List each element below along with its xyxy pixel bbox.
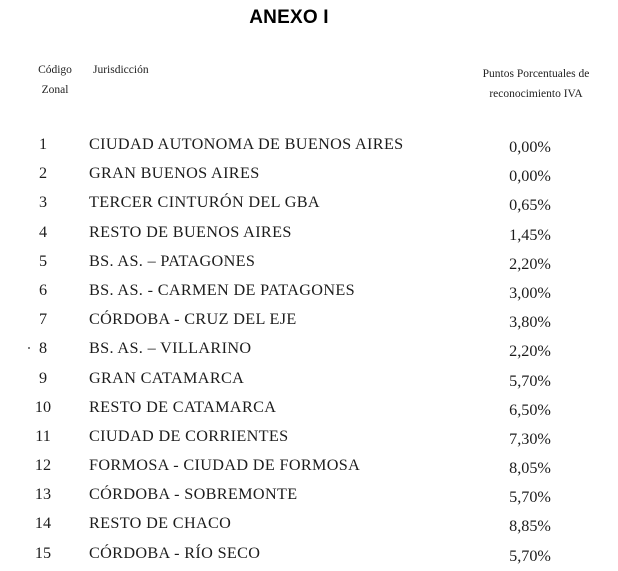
jurisdiction-name: TERCER CINTURÓN DEL GBA (89, 193, 320, 212)
jurisdiction-name: RESTO DE CHACO (89, 514, 232, 533)
table-row (0, 276, 618, 305)
iva-percentage: 0,00% (509, 167, 551, 186)
table-row (0, 305, 618, 334)
jurisdiction-name: CÓRDOBA - SOBREMONTE (89, 485, 298, 504)
zone-code: 15 (34, 543, 52, 562)
zone-code: 6 (38, 280, 48, 299)
zone-code: 4 (38, 222, 48, 241)
scan-speck (28, 347, 30, 349)
column-header-points-line2: reconocimiento IVA (489, 88, 583, 100)
zone-code: 1 (38, 135, 48, 153)
iva-percentage: 3,00% (509, 283, 551, 302)
zone-code: 3 (38, 193, 48, 212)
column-header-jurisdiction: Jurisdicción (93, 64, 149, 76)
zone-code: 5 (38, 251, 48, 270)
zone-code: 13 (34, 485, 52, 504)
column-header-code-line1: Código (38, 64, 72, 76)
zone-code: 8 (38, 339, 48, 358)
column-header-points (466, 64, 606, 104)
zone-code: 10 (34, 397, 52, 416)
zone-code: 11 (35, 426, 51, 445)
jurisdiction-name: CIUDAD DE CORRIENTES (89, 426, 289, 445)
zone-code: 2 (38, 164, 48, 183)
table-row (0, 188, 618, 217)
column-header-code (33, 60, 77, 100)
table-row (0, 218, 618, 247)
jurisdiction-name: CÓRDOBA - RÍO SECO (89, 543, 261, 562)
iva-percentage: 5,70% (509, 371, 551, 390)
zone-code: 7 (38, 310, 48, 329)
column-header-points-line1: Puntos Porcentuales de (482, 68, 590, 80)
iva-percentage: 0,65% (509, 196, 551, 215)
jurisdiction-name: RESTO DE CATAMARCA (89, 397, 277, 416)
table-row (0, 422, 618, 451)
jurisdiction-name: GRAN CATAMARCA (89, 368, 245, 387)
table-row (0, 334, 618, 363)
page-title: ANEXO I (249, 7, 329, 28)
iva-percentage: 0,00% (509, 138, 551, 156)
column-header-code-line2: Zonal (41, 84, 69, 96)
table-row (0, 130, 618, 159)
iva-percentage: 7,30% (509, 429, 551, 448)
jurisdiction-name: BS. AS. – VILLARINO (89, 339, 252, 358)
table-row (0, 451, 618, 480)
jurisdiction-name: CÓRDOBA - CRUZ DEL EJE (89, 310, 297, 329)
iva-percentage: 1,45% (509, 225, 551, 244)
jurisdiction-name: BS. AS. - CARMEN DE PATAGONES (89, 280, 355, 299)
jurisdiction-name: RESTO DE BUENOS AIRES (89, 222, 292, 241)
iva-percentage: 6,50% (509, 400, 551, 419)
zone-code: 12 (34, 456, 52, 475)
iva-percentage: 2,20% (509, 254, 551, 273)
jurisdiction-table (0, 130, 618, 568)
table-row (0, 539, 618, 568)
jurisdiction-name: CIUDAD AUTONOMA DE BUENOS AIRES (89, 135, 404, 153)
jurisdiction-name: FORMOSA - CIUDAD DE FORMOSA (89, 456, 361, 475)
table-row (0, 159, 618, 188)
iva-percentage: 3,80% (509, 313, 551, 332)
zone-code: 14 (34, 514, 52, 533)
table-row (0, 393, 618, 422)
iva-percentage: 2,20% (509, 342, 551, 361)
table-row (0, 364, 618, 393)
iva-percentage: 8,85% (509, 517, 551, 536)
jurisdiction-name: GRAN BUENOS AIRES (89, 164, 260, 183)
iva-percentage: 5,70% (509, 488, 551, 507)
zone-code: 9 (38, 368, 48, 387)
table-row (0, 480, 618, 509)
jurisdiction-name: BS. AS. – PATAGONES (89, 251, 256, 270)
iva-percentage: 8,05% (509, 459, 551, 478)
table-row (0, 247, 618, 276)
table-row (0, 509, 618, 538)
iva-percentage: 5,70% (509, 546, 551, 565)
